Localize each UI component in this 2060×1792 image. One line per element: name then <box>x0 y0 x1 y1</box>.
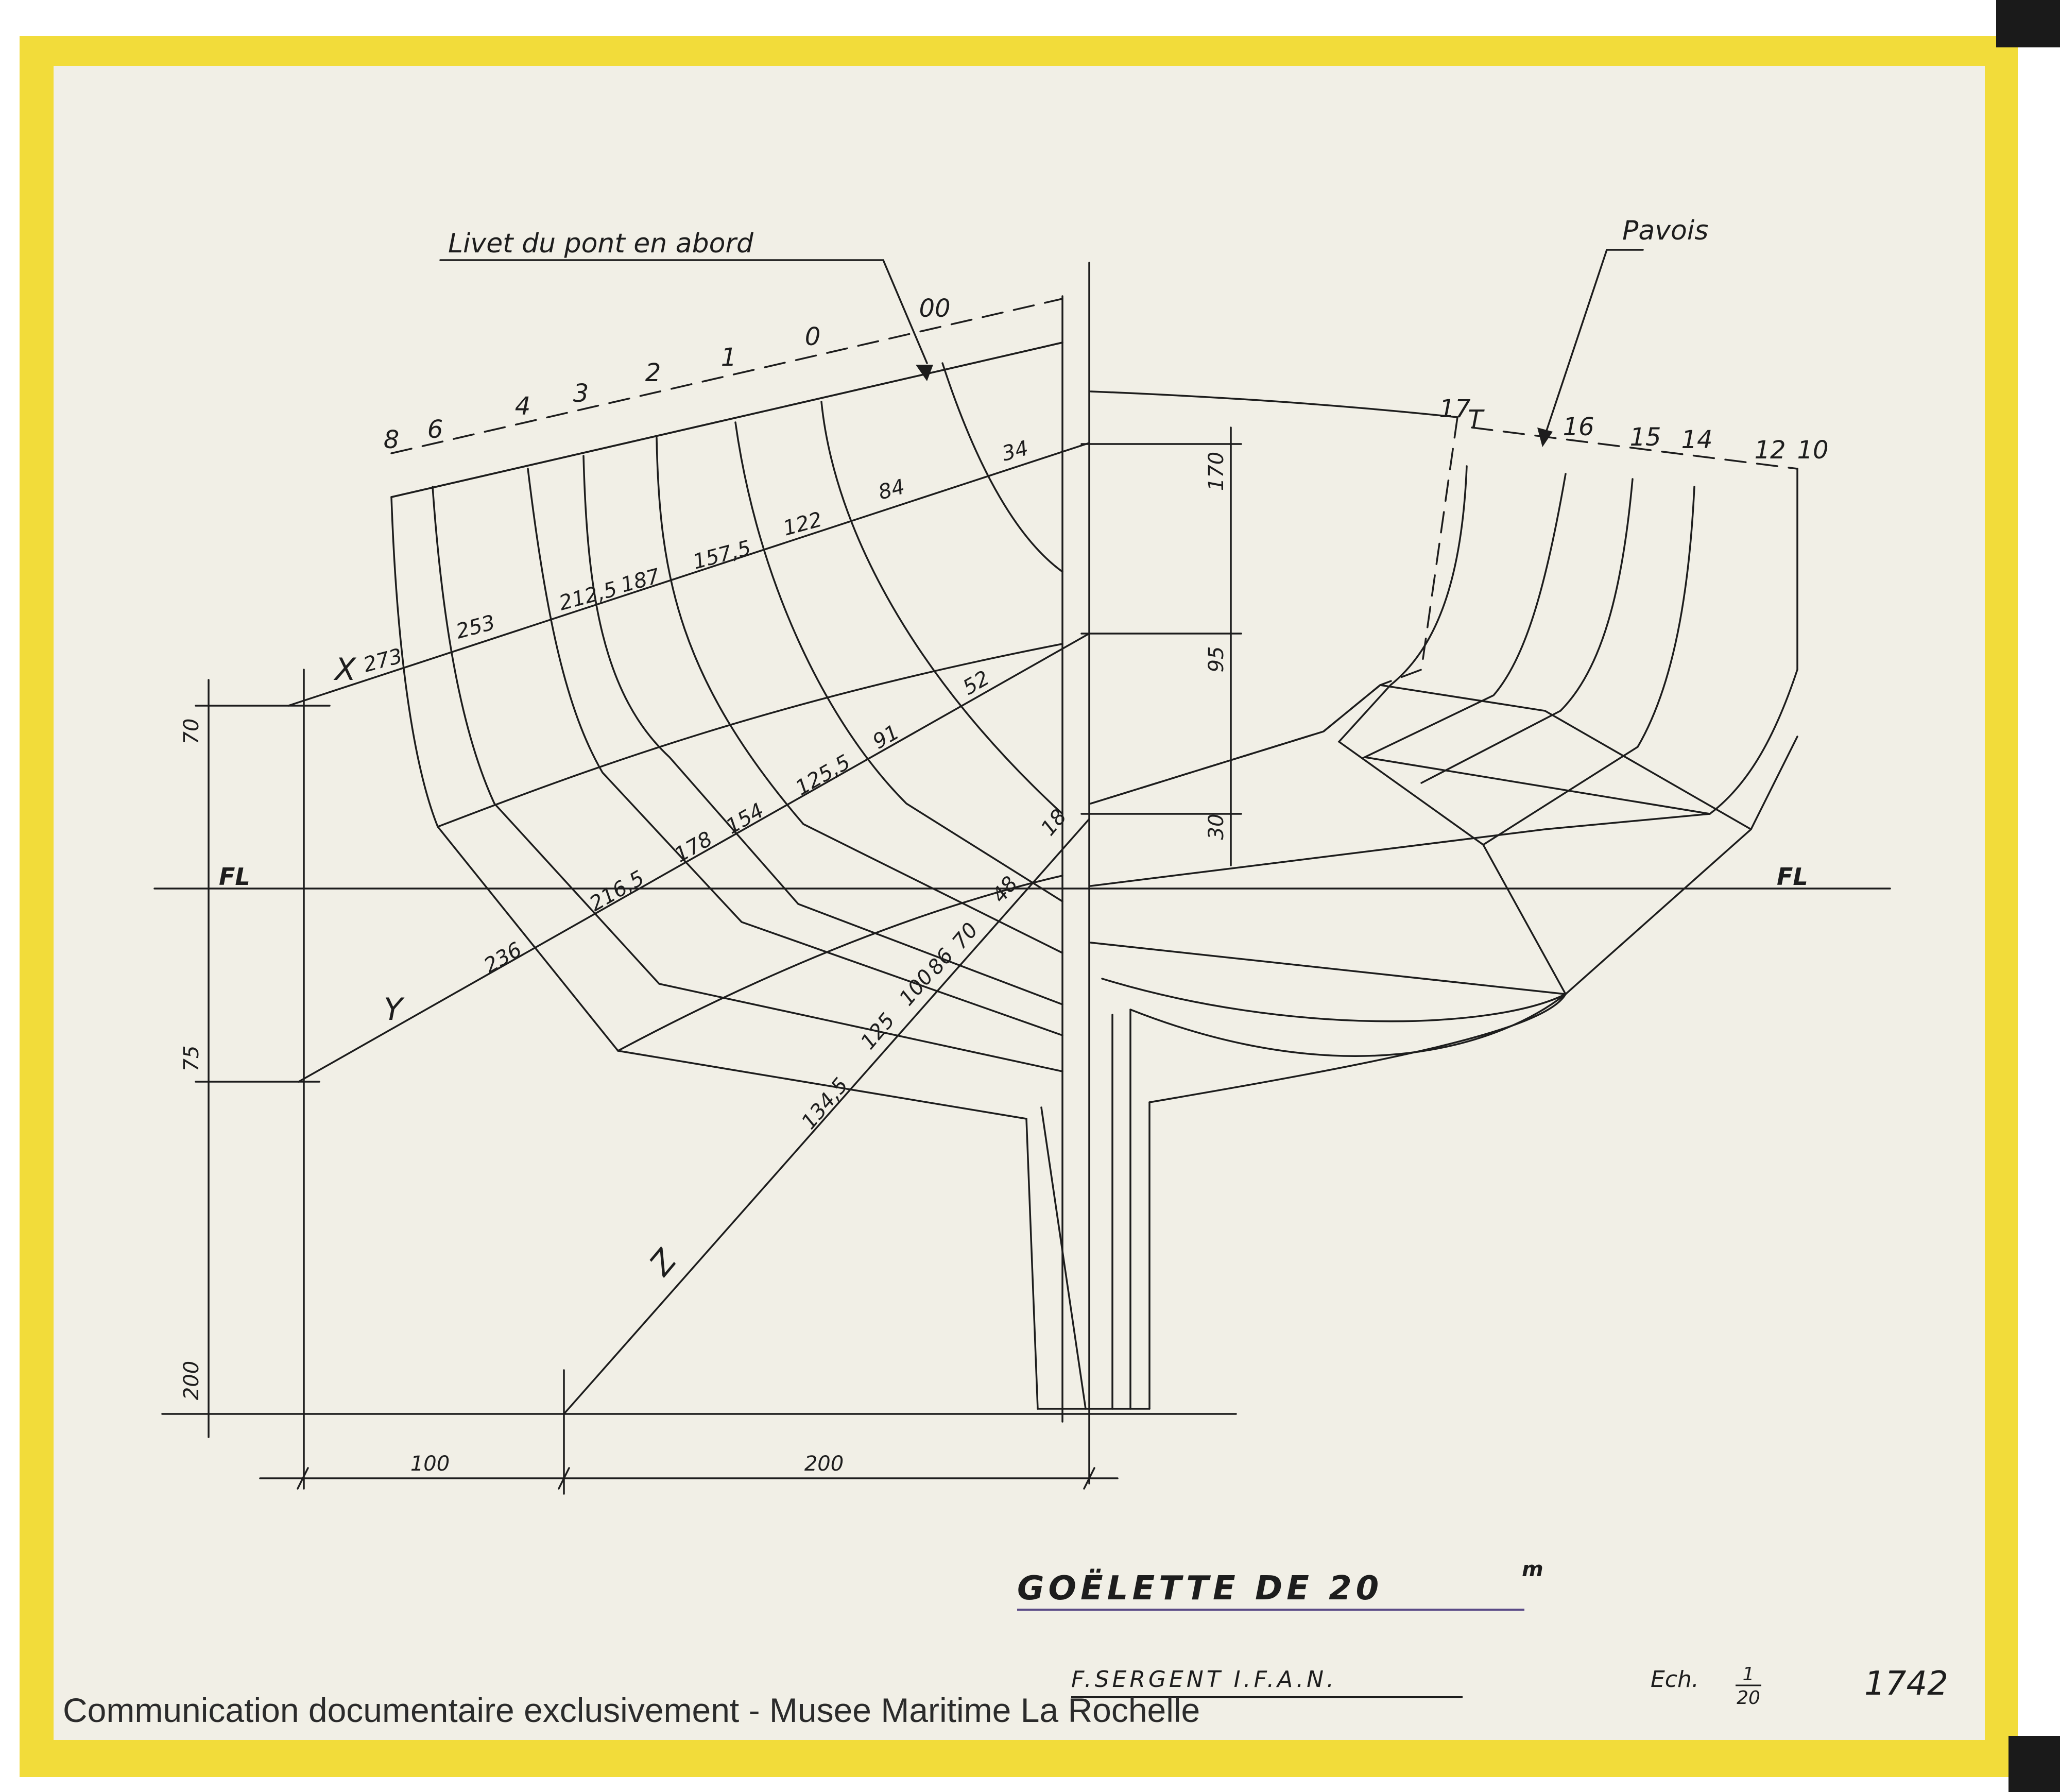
offset-z-134: 134,5 <box>797 1073 853 1134</box>
drawing-title-superscript: m <box>1522 1558 1543 1581</box>
station-15: 15 <box>1629 423 1661 452</box>
station-6: 6 <box>427 415 443 444</box>
offset-x-253: 253 <box>453 610 498 644</box>
callout-pavois-label: Pavois <box>1622 215 1709 246</box>
offset-y-178: 178 <box>671 827 717 867</box>
watermark-caption: Communication documentaire exclusivement - Musee Maritime La Rochelle <box>63 1691 1200 1729</box>
binder-clip-bottom <box>2008 1736 2060 1792</box>
dim-70: 70 <box>180 718 203 745</box>
diagonal-x-label: X <box>335 652 356 688</box>
offset-x-34: 34 <box>999 436 1031 466</box>
offset-y-91: 91 <box>869 720 904 754</box>
dim-30: 30 <box>1205 813 1228 840</box>
scale-numerator: 1 <box>1742 1664 1755 1685</box>
diagonal-y-label: Y <box>384 992 403 1028</box>
station-17: 17 <box>1439 395 1471 423</box>
station-4: 4 <box>514 392 531 421</box>
offset-z-86: 86 <box>923 944 958 980</box>
station-14: 14 <box>1681 425 1713 454</box>
diagonal-z-label: Z <box>642 1243 684 1283</box>
drawing-title: GOËLETTE DE 20 <box>1017 1569 1383 1608</box>
offset-x-187: 187 <box>618 564 663 598</box>
station-8: 8 <box>383 425 400 454</box>
station-16: 16 <box>1563 413 1594 441</box>
station-2: 2 <box>645 359 661 387</box>
offset-z-18: 18 <box>1036 805 1072 841</box>
offset-z-48: 48 <box>987 872 1023 908</box>
station-12: 12 <box>1754 436 1786 465</box>
author-label: F.SERGENT I.F.A.N. <box>1071 1666 1337 1693</box>
dim-200-vertical: 200 <box>180 1360 203 1401</box>
dim-75: 75 <box>180 1045 203 1072</box>
scale-denominator: 20 <box>1737 1687 1760 1709</box>
station-10: 10 <box>1797 436 1829 465</box>
dim-95: 95 <box>1205 646 1228 673</box>
offset-y-52: 52 <box>959 666 994 700</box>
dim-200-horizontal: 200 <box>804 1452 844 1476</box>
dim-100: 100 <box>410 1452 450 1476</box>
callout-livet-label: Livet du pont en abord <box>448 228 753 259</box>
offset-y-236: 236 <box>480 937 526 978</box>
fl-label-left: FL <box>219 863 250 891</box>
offset-x-212: 212,5 <box>556 577 620 616</box>
station-3: 3 <box>573 379 589 408</box>
scale-prefix: Ech. <box>1651 1666 1699 1693</box>
reference-number: 1742 <box>1864 1665 1948 1703</box>
station-t: T <box>1468 405 1483 434</box>
offset-z-100: 100 <box>895 965 938 1011</box>
offset-z-70: 70 <box>948 918 983 954</box>
paper-sheet <box>54 66 1985 1740</box>
station-1: 1 <box>720 343 737 372</box>
station-0: 0 <box>804 322 821 351</box>
offset-y-125: 125,5 <box>792 750 855 800</box>
offset-x-84: 84 <box>876 475 907 505</box>
offset-x-122: 122 <box>780 507 825 541</box>
offset-z-125: 125 <box>856 1009 900 1054</box>
station-00: 00 <box>919 294 951 323</box>
offset-y-216: 216,5 <box>586 866 649 916</box>
offset-y-154: 154 <box>722 798 768 839</box>
binder-clip-top <box>1996 0 2060 47</box>
fl-label-right: FL <box>1777 863 1808 891</box>
offset-x-273: 273 <box>360 644 405 677</box>
dim-170: 170 <box>1205 451 1228 491</box>
offset-x-157: 157,5 <box>690 536 754 574</box>
